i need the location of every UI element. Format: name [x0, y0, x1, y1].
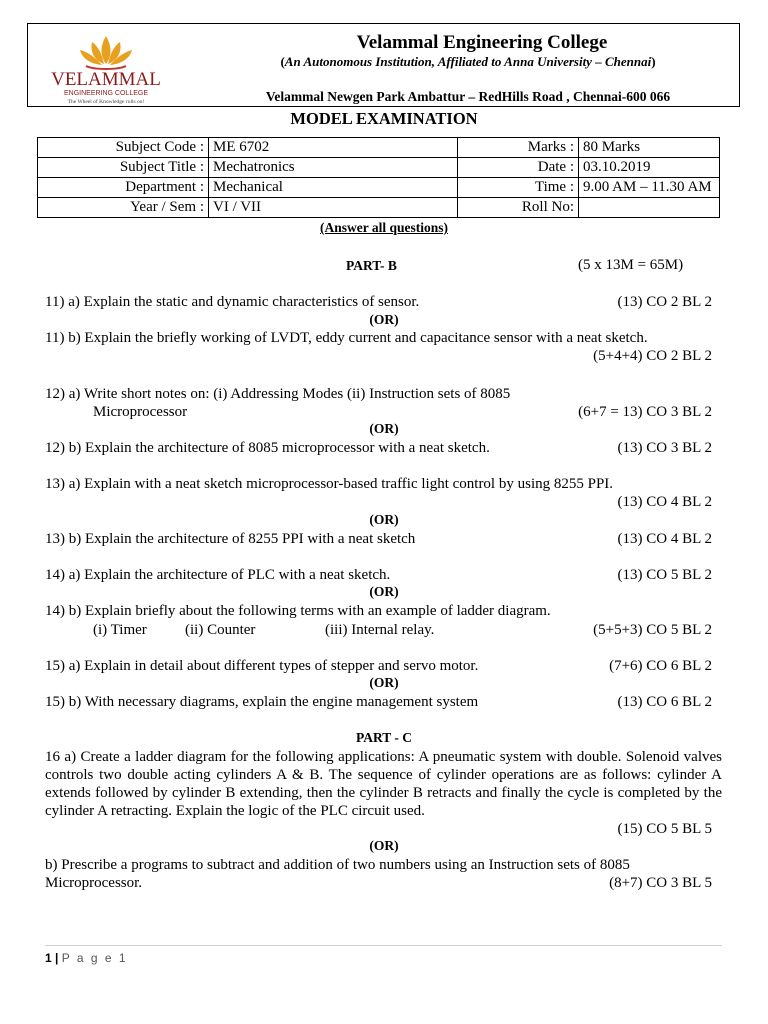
roll-no-value: [579, 198, 720, 218]
question-15b: 15) b) With necessary diagrams, explain the engine management system (13) CO 6 BL 2: [45, 694, 712, 710]
table-row: [38, 178, 720, 198]
part-b-marks: (5 x 13M = 65M): [578, 257, 684, 273]
question-11a: 11) a) Explain the static and dynamic characteristics of sensor. (13) CO 2 BL 2: [45, 294, 712, 310]
question-meta: (13) CO 3 BL 2: [617, 440, 712, 456]
question-12a-cont: Microprocessor (6+7 = 13) CO 3 BL 2: [93, 404, 712, 420]
question-16b: b) Prescribe a programs to subtract and addition of two numbers using an Instruction sets of 8085: [45, 857, 630, 873]
or-label: (OR): [369, 512, 399, 527]
or-label: (OR): [369, 312, 399, 327]
or-label: (OR): [369, 584, 399, 599]
subject-code-label: Subject Code :: [38, 138, 209, 158]
table-row: [38, 138, 720, 158]
roll-no-label: Roll No:: [458, 198, 579, 218]
question-11b: 11) b) Explain the briefly working of LVDT, eddy current and capacitance sensor with a neat sketch. (5+4+4) CO 2 BL 2: [45, 330, 712, 364]
page-number: 1: [45, 951, 52, 965]
department-value: Mechanical: [209, 178, 458, 198]
date-value: 03.10.2019: [579, 158, 720, 178]
question-16b-cont: Microprocessor. (8+7) CO 3 BL 5: [45, 875, 712, 891]
question-12b: 12) b) Explain the architecture of 8085 microprocessor with a neat sketch. (13) CO 3 BL 2: [45, 440, 712, 456]
college-logo: [36, 30, 176, 106]
page-separator: |: [55, 951, 59, 965]
question-meta: (5+4+4) CO 2 BL 2: [593, 348, 712, 364]
college-name: Velammal Engineering College: [356, 32, 608, 53]
question-15a: 15) a) Explain in detail about different types of stepper and servo motor. (7+6) CO 6 BL 2: [45, 658, 712, 674]
svg-text:VELAMMAL: VELAMMAL: [51, 69, 161, 90]
page-label: P a g e 1: [61, 951, 128, 965]
page-footer: [45, 951, 128, 965]
question-meta: (15) CO 5 BL 5: [617, 821, 712, 837]
or-label: (OR): [369, 421, 399, 436]
question-meta: (5+5+3) CO 5 BL 2: [593, 622, 712, 638]
or-label: (OR): [369, 838, 399, 853]
marks-label: Marks :: [458, 138, 579, 158]
part-b-title: PART- B: [346, 258, 397, 273]
college-header: [27, 23, 740, 107]
question-meta: (8+7) CO 3 BL 5: [609, 875, 712, 891]
year-sem-label: Year / Sem :: [38, 198, 209, 218]
svg-text:ENGINEERING COLLEGE: ENGINEERING COLLEGE: [63, 90, 149, 97]
subject-code-value: ME 6702: [209, 138, 458, 158]
question-meta: (6+7 = 13) CO 3 BL 2: [578, 404, 712, 420]
year-sem-value: VI / VII: [209, 198, 458, 218]
question-meta: (13) CO 2 BL 2: [617, 294, 712, 310]
lotus-flower-icon: [80, 36, 132, 69]
exam-page: VELAMMAL ENGINEERING COLLEGE The Wheel of Knowledge rolls on! Velammal Engineering College (An Autonomous Institution, Affiliated to Anna University – Chennai) Velammal Newgen Park Ambattur – RedHills Road , Chennai-600 066 MODEL EXAMINATION Subject Code : ME 6702 Marks : 80 Marks Subject Title : Mechatronics Date : 03.10.2019 Department : Mechanical Time : 9.00 AM – 11.30 AM Year / Sem : VI / VII Roll No: (Answer all questions) PART- B (5 x 13M = 65M) 11) a) Explain the static and dynamic characteristics of sensor. (13) CO 2 BL 2 (OR) 11) b) Explain the briefly working of LVDT, eddy current and capacitance sensor with a neat sketch. (5+4+4) CO 2 BL 2 12) a) Write short notes on: (i) Addressing Modes (ii) Instruction sets of 8085 Microprocessor (6+7 = 13) CO 3 BL 2 (OR) 12) b) Explain the architecture of 8085 microprocessor with a neat sketch. (13) CO 3 BL 2 13) a) Explain with a neat sketch microprocessor-based traffic light control by using 8255 PPI. (13) CO 4 BL 2 (OR) 13) b) Explain the architecture of 8255 PPI with a neat sketch (13) CO 4 BL 2 14) a) Explain the architecture of PLC with a neat sketch. (13) CO 5 BL 2 (OR) 14) b) Explain briefly about the following terms with an example of ladder diagram. (i) Timer (ii) Counter (iii) Internal relay. (5+5+3) CO 5 BL 2 15) a) Explain in detail about different types of stepper and servo motor. (7+6) CO 6 BL 2 (OR) 15) b) With necessary diagrams, explain the engine management system (13) CO 6 BL 2 PART - C 16 a) Create a ladder diagram for the following applications: A pneumatic system with double. Solenoid valves controls two double acting cylinders A & B. The sequence of cylinder operations are as follows: cylinder A extends followed by cylinder B extending, then the cylinder B retracts and finally the cycle is completed by the cylinder A retracting. Explain the logic of the PLC circuit used. (15) CO 5 BL 5 (OR) b) Prescribe a programs to subtract and addition of two numbers using an Instruction sets of 8085 Microprocessor. (8+7) CO 3 BL 5 1 | P a g e 1: [0, 0, 768, 1024]
college-address: Velammal Newgen Park Ambattur – RedHills Road , Chennai-600 066: [265, 89, 671, 104]
or-label: (OR): [369, 675, 399, 690]
instruction: (Answer all questions): [319, 220, 448, 235]
question-14b: 14) b) Explain briefly about the following terms with an example of ladder diagram.: [45, 603, 551, 619]
subject-title-value: Mechatronics: [209, 158, 458, 178]
exam-title: MODEL EXAMINATION: [290, 109, 478, 128]
subject-title-label: Subject Title :: [38, 158, 209, 178]
date-label: Date :: [458, 158, 579, 178]
question-12a: 12) a) Write short notes on: (i) Addressing Modes (ii) Instruction sets of 8085: [45, 386, 511, 402]
question-meta: (13) CO 4 BL 2: [617, 494, 712, 510]
question-meta: (13) CO 5 BL 2: [617, 567, 712, 583]
table-row: [38, 198, 720, 218]
table-row: [38, 158, 720, 178]
question-16a: 16 a) Create a ladder diagram for the following applications: A pneumatic system with double. Solenoid valves controls two double acting cylinders A & B. The sequence of cylinder operations are as follows: cylinder A extends followed by cylinder B extending, then the cylinder B retracts and finally the cycle is completed by the cylinder A retracting. Explain the logic of the PLC circuit used. (15) CO 5 BL 5: [45, 749, 722, 837]
part-c-title: PART - C: [355, 730, 413, 745]
question-14a: 14) a) Explain the architecture of PLC with a neat sketch. (13) CO 5 BL 2: [45, 567, 712, 583]
svg-text:The Wheel of Knowledge rolls o: The Wheel of Knowledge rolls on!: [67, 99, 145, 105]
question-meta: (13) CO 6 BL 2: [617, 694, 712, 710]
question-meta: (7+6) CO 6 BL 2: [609, 658, 712, 674]
time-label: Time :: [458, 178, 579, 198]
department-label: Department :: [38, 178, 209, 198]
question-13b: 13) b) Explain the architecture of 8255 PPI with a neat sketch (13) CO 4 BL 2: [45, 531, 712, 547]
question-13a: 13) a) Explain with a neat sketch microprocessor-based traffic light control by using 8255 PPI.: [45, 476, 614, 492]
marks-value: 80 Marks: [579, 138, 720, 158]
time-value: 9.00 AM – 11.30 AM: [579, 178, 720, 198]
question-meta: (13) CO 4 BL 2: [617, 531, 712, 547]
college-affiliation: (An Autonomous Institution, Affiliated to Anna University – Chennai): [280, 54, 656, 69]
footer-divider: [45, 945, 722, 946]
exam-info-table: [37, 137, 720, 218]
